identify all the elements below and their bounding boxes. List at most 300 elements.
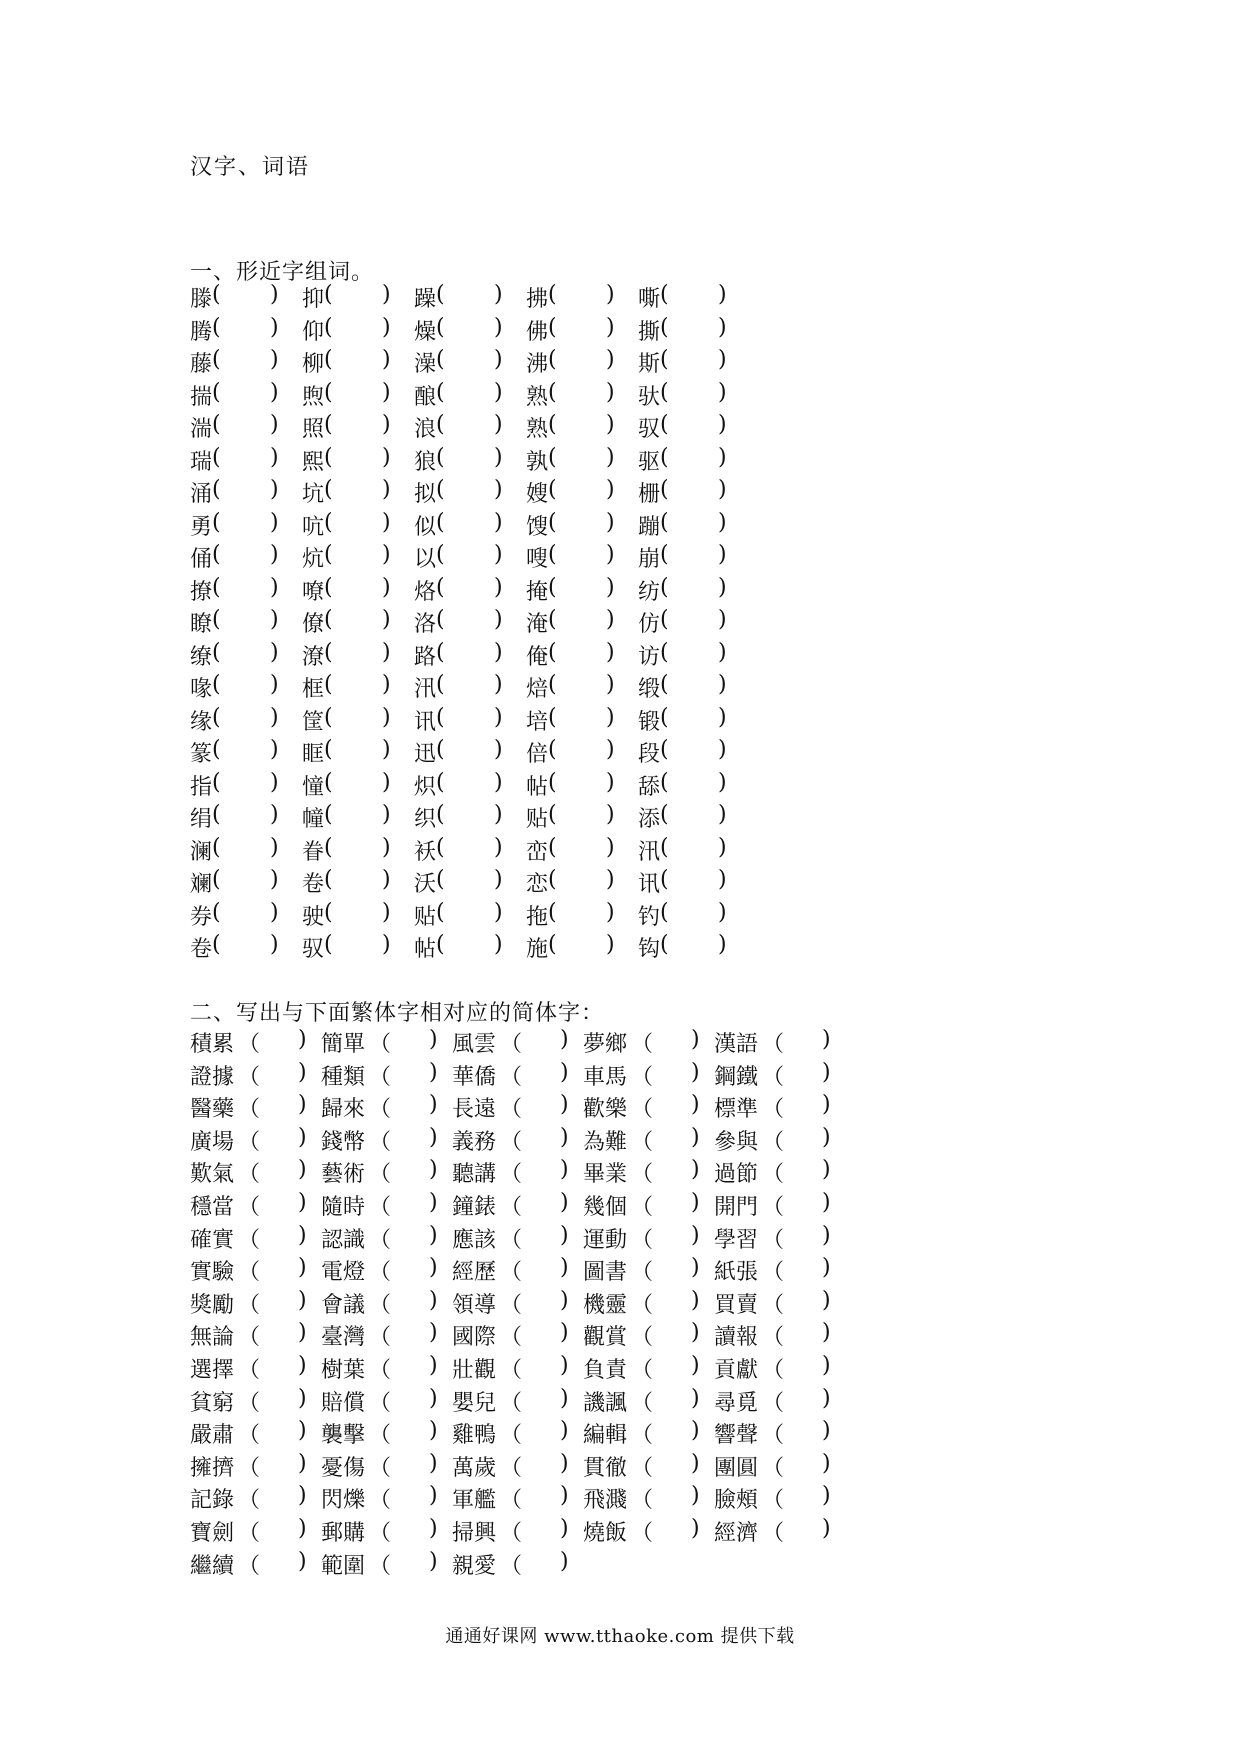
character: 嚴肅: [190, 1423, 235, 1449]
open-paren: (: [660, 542, 669, 567]
word-cell: [583, 1189, 700, 1221]
open-paren: (: [660, 867, 669, 892]
word-cell: [714, 1287, 831, 1319]
close-paren: ): [606, 639, 615, 665]
close-paren: ): [270, 834, 279, 860]
close-paren: ): [822, 1385, 831, 1411]
close-paren: ): [560, 1157, 569, 1183]
open-paren: (: [212, 867, 221, 892]
character: 臺灣: [321, 1325, 366, 1351]
character: 雞鴨: [452, 1423, 497, 1449]
open-paren: (: [324, 672, 333, 697]
character: 访: [638, 644, 661, 670]
close-paren: ): [560, 1385, 569, 1411]
close-paren: ): [718, 607, 727, 632]
open-paren: (: [324, 347, 333, 372]
close-paren: ): [560, 1027, 569, 1052]
word-cell: [414, 607, 503, 638]
close-paren: ): [270, 477, 279, 502]
word-cell: [714, 1515, 831, 1547]
word-cell: [321, 1352, 438, 1384]
word-cell: [321, 1287, 438, 1319]
open-paren: (: [436, 899, 445, 925]
close-paren: ): [494, 477, 503, 502]
open-paren: （: [762, 1260, 785, 1286]
word-cell: [190, 834, 279, 866]
open-paren: （: [762, 1129, 785, 1155]
word-cell: [452, 1418, 569, 1449]
open-paren: (: [660, 932, 669, 957]
close-paren: ): [691, 1385, 700, 1411]
character: 贴: [526, 807, 549, 832]
close-paren: ): [382, 899, 391, 925]
word-cell: [414, 704, 503, 736]
character: 汛: [414, 677, 437, 702]
word-cell: [302, 672, 391, 703]
close-paren: ): [718, 509, 727, 535]
close-paren: ): [822, 1027, 831, 1052]
character: 歎氣: [190, 1162, 235, 1188]
character: 柳: [302, 352, 325, 377]
open-paren: （: [500, 1292, 523, 1318]
close-paren: ): [382, 607, 391, 632]
close-paren: ): [822, 1059, 831, 1085]
close-paren: ): [691, 1287, 700, 1313]
character: 俺: [526, 644, 549, 670]
character: 歸來: [321, 1097, 366, 1123]
character: 擁擠: [190, 1455, 235, 1481]
close-paren: ): [270, 737, 279, 762]
character: 焙: [526, 677, 549, 702]
character: 為難: [583, 1129, 628, 1155]
close-paren: ): [270, 704, 279, 730]
close-paren: ): [494, 769, 503, 795]
character: 藝術: [321, 1162, 366, 1188]
character: 涌: [190, 482, 213, 507]
close-paren: ): [298, 1548, 307, 1574]
open-paren: （: [238, 1097, 261, 1123]
character: 獎勵: [190, 1292, 235, 1318]
close-paren: ): [718, 867, 727, 892]
close-paren: ): [270, 932, 279, 957]
character: 無論: [190, 1325, 235, 1351]
word-cell: [414, 542, 503, 573]
close-paren: ): [560, 1418, 569, 1444]
close-paren: ): [270, 769, 279, 795]
word-cell: [302, 607, 391, 638]
open-paren: (: [436, 444, 445, 470]
character: 抑: [302, 287, 325, 312]
character: 簡單: [321, 1032, 366, 1057]
open-paren: (: [548, 477, 557, 502]
open-paren: (: [660, 509, 669, 535]
character: 澜: [190, 839, 213, 865]
word-cell: [190, 1385, 307, 1417]
close-paren: ): [382, 704, 391, 730]
word-cell: [452, 1255, 569, 1286]
character: 眶: [302, 742, 325, 767]
close-paren: ): [494, 867, 503, 892]
close-paren: ): [494, 412, 503, 437]
close-paren: ): [494, 282, 503, 307]
open-paren: (: [436, 607, 445, 632]
character: 讯: [414, 709, 437, 735]
word-cell: [302, 347, 391, 378]
open-paren: (: [324, 607, 333, 632]
word-cell: [452, 1059, 569, 1091]
open-paren: （: [238, 1325, 261, 1351]
open-paren: (: [548, 314, 557, 340]
close-paren: ): [718, 282, 727, 307]
word-cell: [302, 769, 391, 801]
open-paren: (: [212, 412, 221, 437]
character: 缭: [190, 644, 213, 670]
open-paren: (: [324, 509, 333, 535]
word-cell: [414, 932, 503, 963]
character: 積累: [190, 1032, 235, 1057]
word-cell: [452, 1124, 569, 1156]
open-paren: （: [500, 1260, 523, 1286]
character: 參與: [714, 1129, 759, 1155]
open-paren: (: [212, 639, 221, 665]
close-paren: ): [298, 1483, 307, 1509]
close-paren: ): [822, 1157, 831, 1183]
character: 吭: [302, 514, 325, 540]
character: 標準: [714, 1097, 759, 1123]
word-cell: [190, 1418, 307, 1449]
close-paren: ): [382, 477, 391, 502]
character: 锻: [638, 709, 661, 735]
close-paren: ): [691, 1320, 700, 1346]
character: 驭: [638, 417, 661, 442]
open-paren: （: [631, 1064, 654, 1090]
open-paren: （: [500, 1032, 523, 1057]
close-paren: ): [718, 379, 727, 405]
open-paren: （: [500, 1129, 523, 1155]
character: 讯: [638, 872, 661, 897]
word-cell: [638, 542, 727, 573]
close-paren: ): [270, 542, 279, 567]
character: 织: [414, 807, 437, 832]
close-paren: ): [429, 1027, 438, 1052]
word-cell: [414, 282, 503, 313]
close-paren: ): [382, 412, 391, 437]
character: 掩: [526, 579, 549, 605]
character: 圖書: [583, 1260, 628, 1286]
open-paren: (: [548, 542, 557, 567]
word-cell: [302, 412, 391, 443]
open-paren: (: [212, 542, 221, 567]
close-paren: ): [691, 1157, 700, 1183]
close-paren: ): [718, 704, 727, 730]
word-cell: [302, 899, 391, 931]
close-paren: ): [560, 1092, 569, 1118]
word-cell: [414, 477, 503, 508]
close-paren: ): [429, 1320, 438, 1346]
word-cell: [526, 477, 615, 508]
word-cell: [452, 1027, 569, 1058]
close-paren: ): [606, 769, 615, 795]
close-paren: ): [822, 1418, 831, 1444]
character: 郵購: [321, 1520, 366, 1546]
open-paren: （: [238, 1260, 261, 1286]
character: 認識: [321, 1227, 366, 1253]
character: 觀賞: [583, 1325, 628, 1351]
close-paren: ): [718, 899, 727, 925]
word-cell: [190, 1450, 307, 1482]
word-cell: [583, 1124, 700, 1156]
word-cell: [190, 769, 279, 801]
close-paren: ): [494, 574, 503, 600]
character: 過節: [714, 1162, 759, 1188]
word-cell: [321, 1092, 438, 1123]
character: 贴: [414, 904, 437, 930]
word-cell: [190, 1320, 307, 1351]
character: 貢獻: [714, 1357, 759, 1383]
close-paren: ): [560, 1255, 569, 1281]
close-paren: ): [429, 1483, 438, 1509]
character: 壯觀: [452, 1357, 497, 1383]
open-paren: （: [500, 1325, 523, 1351]
word-cell: [190, 542, 279, 573]
open-paren: (: [324, 477, 333, 502]
close-paren: ): [494, 834, 503, 860]
close-paren: ): [718, 347, 727, 372]
close-paren: ): [606, 672, 615, 697]
character: 狼: [414, 449, 437, 475]
close-paren: ): [270, 899, 279, 925]
close-paren: ): [494, 379, 503, 405]
word-cell: [638, 639, 727, 671]
close-paren: ): [382, 834, 391, 860]
character: 拖: [526, 904, 549, 930]
close-paren: ): [494, 802, 503, 827]
close-paren: ): [822, 1222, 831, 1248]
word-cell: [302, 379, 391, 411]
character: 掃興: [452, 1520, 497, 1546]
open-paren: (: [548, 769, 557, 795]
word-cell: [583, 1483, 700, 1514]
close-paren: ): [429, 1189, 438, 1215]
character: 嗖: [526, 547, 549, 572]
close-paren: ): [718, 932, 727, 957]
character: 嬰兒: [452, 1390, 497, 1416]
close-paren: ): [270, 509, 279, 535]
character: 腾: [190, 319, 213, 345]
word-cell: [714, 1385, 831, 1417]
word-cell: [526, 444, 615, 476]
close-paren: ): [298, 1189, 307, 1215]
word-cell: [302, 932, 391, 963]
open-paren: （: [631, 1325, 654, 1351]
close-paren: ): [560, 1548, 569, 1574]
close-paren: ): [822, 1124, 831, 1150]
word-cell: [526, 932, 615, 963]
character: 仰: [302, 319, 325, 345]
word-cell: [714, 1352, 831, 1384]
open-paren: (: [324, 867, 333, 892]
close-paren: ): [270, 314, 279, 340]
close-paren: ): [382, 672, 391, 697]
word-cell: [321, 1124, 438, 1156]
close-paren: ): [822, 1255, 831, 1281]
open-paren: (: [436, 282, 445, 307]
open-paren: (: [548, 607, 557, 632]
open-paren: (: [324, 444, 333, 470]
open-paren: (: [548, 704, 557, 730]
open-paren: (: [436, 379, 445, 405]
character: 瑞: [190, 449, 213, 475]
open-paren: (: [660, 737, 669, 762]
character: 添: [638, 807, 661, 832]
close-paren: ): [718, 639, 727, 665]
character: 風雲: [452, 1032, 497, 1057]
open-paren: (: [212, 509, 221, 535]
character: 驶: [302, 904, 325, 930]
open-paren: （: [238, 1488, 261, 1514]
character: 紙張: [714, 1260, 759, 1286]
close-paren: ): [270, 867, 279, 892]
open-paren: (: [548, 802, 557, 827]
open-paren: （: [500, 1423, 523, 1449]
word-cell: [638, 672, 727, 703]
word-cell: [302, 444, 391, 476]
open-paren: （: [238, 1520, 261, 1546]
close-paren: ): [606, 444, 615, 470]
character: 浪: [414, 417, 437, 442]
word-cell: [638, 379, 727, 411]
close-paren: ): [691, 1352, 700, 1378]
close-paren: ): [429, 1450, 438, 1476]
close-paren: ): [429, 1548, 438, 1574]
word-cell: [414, 444, 503, 476]
close-paren: ): [560, 1189, 569, 1215]
word-cell: [638, 867, 727, 898]
close-paren: ): [298, 1385, 307, 1411]
open-paren: (: [436, 704, 445, 730]
close-paren: ): [718, 444, 727, 470]
open-paren: （: [238, 1423, 261, 1449]
word-cell: [190, 607, 279, 638]
word-cell: [714, 1222, 831, 1254]
word-cell: [190, 1189, 307, 1221]
open-paren: (: [212, 282, 221, 307]
close-paren: ): [606, 314, 615, 340]
word-cell: [638, 899, 727, 931]
page-title: 汉字、词语: [190, 155, 311, 180]
word-cell: [302, 737, 391, 768]
open-paren: (: [212, 477, 221, 502]
character: 記錄: [190, 1488, 235, 1514]
close-paren: ): [298, 1092, 307, 1118]
close-paren: ): [270, 574, 279, 600]
character: 炕: [302, 547, 325, 572]
word-cell: [526, 867, 615, 898]
word-cell: [190, 1483, 307, 1514]
word-cell: [452, 1157, 569, 1188]
word-cell: [714, 1450, 831, 1482]
open-paren: （: [500, 1097, 523, 1123]
open-paren: (: [548, 379, 557, 405]
word-cell: [190, 1255, 307, 1286]
word-cell: [526, 737, 615, 768]
word-cell: [452, 1092, 569, 1123]
word-cell: [714, 1157, 831, 1188]
character: 領導: [452, 1292, 497, 1318]
character: 孰: [526, 449, 549, 475]
word-cell: [190, 802, 279, 833]
word-cell: [526, 379, 615, 411]
word-cell: [302, 704, 391, 736]
open-paren: （: [631, 1292, 654, 1318]
character: 沸: [526, 352, 549, 377]
open-paren: (: [436, 477, 445, 502]
character: 勇: [190, 514, 213, 540]
open-paren: (: [548, 672, 557, 697]
open-paren: （: [500, 1520, 523, 1546]
word-cell: [583, 1515, 700, 1547]
open-paren: （: [631, 1455, 654, 1481]
word-cell: [190, 282, 279, 313]
close-paren: ): [718, 672, 727, 697]
character: 炽: [414, 774, 437, 800]
character: 譏諷: [583, 1390, 628, 1416]
open-paren: (: [660, 314, 669, 340]
open-paren: (: [436, 769, 445, 795]
word-cell: [452, 1352, 569, 1384]
open-paren: (: [324, 737, 333, 762]
character: 崩: [638, 547, 661, 572]
open-paren: （: [500, 1227, 523, 1253]
character: 熟: [526, 384, 549, 410]
character: 僚: [302, 612, 325, 637]
close-paren: ): [718, 477, 727, 502]
open-paren: (: [660, 769, 669, 795]
close-paren: ): [270, 639, 279, 665]
character: 段: [638, 742, 661, 767]
word-cell: [714, 1027, 831, 1058]
close-paren: ): [560, 1450, 569, 1476]
close-paren: ): [560, 1222, 569, 1248]
word-cell: [714, 1483, 831, 1514]
open-paren: (: [548, 574, 557, 600]
character: 尋覓: [714, 1390, 759, 1416]
close-paren: ): [270, 282, 279, 307]
word-cell: [321, 1548, 438, 1580]
close-paren: ): [298, 1515, 307, 1541]
word-cell: [302, 509, 391, 541]
open-paren: （: [631, 1227, 654, 1253]
word-cell: [414, 314, 503, 346]
open-paren: (: [660, 672, 669, 697]
open-paren: （: [369, 1455, 392, 1481]
word-cell: [190, 639, 279, 671]
character: 蹦: [638, 514, 661, 540]
open-paren: (: [212, 314, 221, 340]
close-paren: ): [382, 542, 391, 567]
close-paren: ): [822, 1287, 831, 1313]
open-paren: （: [238, 1357, 261, 1383]
close-paren: ): [298, 1320, 307, 1346]
open-paren: (: [548, 899, 557, 925]
close-paren: ): [270, 607, 279, 632]
character: 電燈: [321, 1260, 366, 1286]
word-cell: [526, 542, 615, 573]
character: 閃爍: [321, 1488, 366, 1514]
open-paren: （: [762, 1325, 785, 1351]
character: 似: [414, 514, 437, 540]
character: 嘶: [638, 287, 661, 312]
